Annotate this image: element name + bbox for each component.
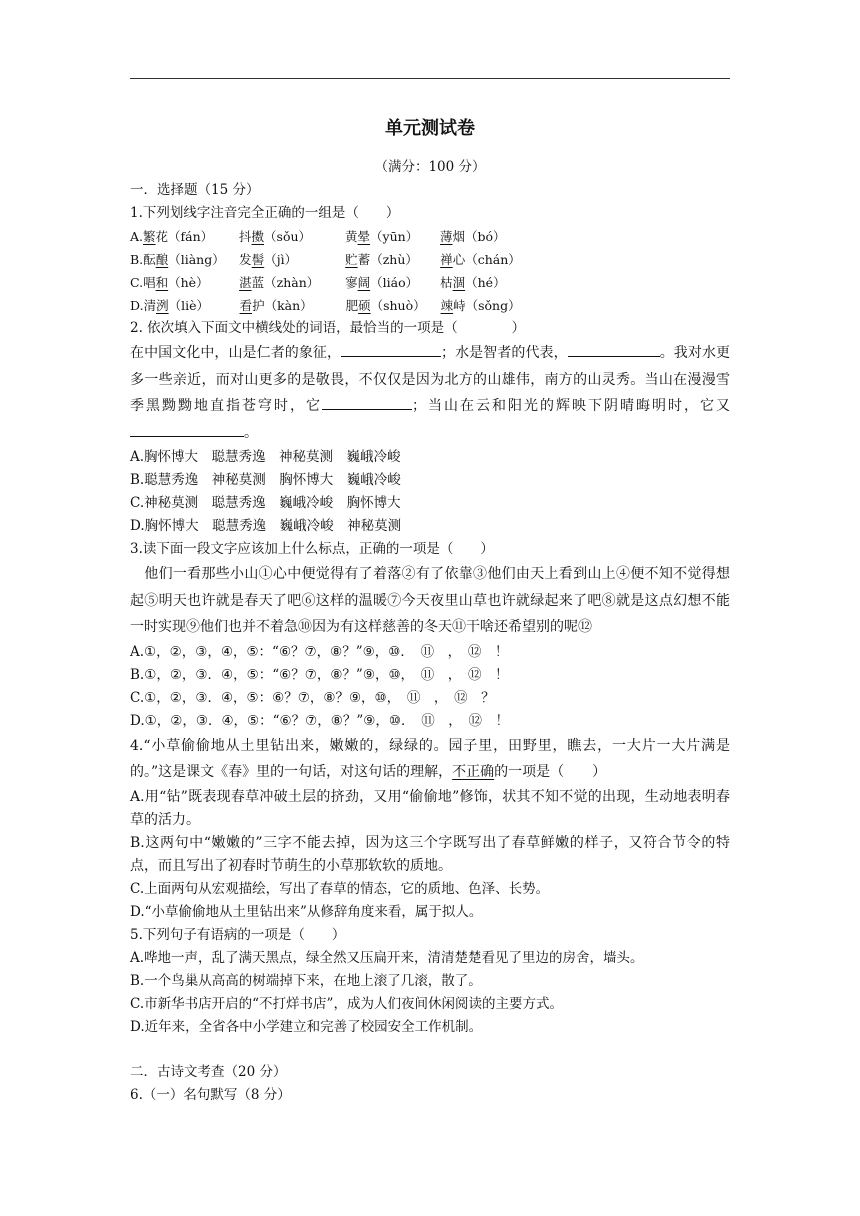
question-stem: 5.下列句子有语病的一项是（ ） <box>130 926 346 943</box>
option-item: 繁花（fán） <box>143 229 214 244</box>
q4-option-d: D.“小草偷偷地从土里钻出来”从修辞角度来看，属于拟人。 <box>130 903 483 920</box>
fill-blank <box>341 342 441 357</box>
section-heading: 二．古诗文考查（20 分） <box>130 1063 287 1080</box>
header-rule <box>130 78 730 79</box>
q4-option-a: A.用“钻”既表现春草冲破土层的挤劲，又用“偷偷地”修饰，状其不知不觉的出现，生动地表明春草的活力。 <box>130 788 730 828</box>
q1-option-b <box>130 248 730 271</box>
option-item: 枯涸（hé） <box>440 275 506 290</box>
q4-option-c: C.上面两句从宏观描绘，写出了春草的情态，它的质地、色泽、长势。 <box>130 880 550 897</box>
option-prefix: B. <box>130 252 144 267</box>
option-item: 清洌（liè） <box>143 298 209 313</box>
q3-option-d: D.①，②，③．④，⑤：“⑥？⑦，⑧？”⑨，⑩． ⑪ ， ⑫ ！ <box>130 712 509 729</box>
option-item: 黄晕（yūn） <box>345 229 419 244</box>
page-title: 单元测试卷 <box>385 118 475 139</box>
q1-option-c <box>130 271 730 294</box>
q5-option-a: A.哗地一声，乱了满天黑点，绿全然又压扁开来，清清楚楚看见了里边的房舍，墙头。 <box>130 949 644 966</box>
q5-option-d: D.近年来，全省各中小学建立和完善了校园安全工作机制。 <box>130 1018 483 1035</box>
q1-option-d <box>130 294 730 317</box>
q4-option-b: B.这两句中“嫩嫩的”三字不能去掉，因为这三个字既写出了春草鲜嫩的样子，又符合节令的特点，而且写出了初春时节萌生的小草那软软的质地。 <box>130 834 730 874</box>
underlined-keyword: 不正确 <box>452 764 495 780</box>
q2-option-c: C.神秘莫测 聪慧秀逸 巍峨冷峻 胸怀博大 <box>130 495 401 511</box>
q2-option-a: A.胸怀博大 聪慧秀逸 神秘莫测 巍峨冷峻 <box>130 449 401 465</box>
option-item: 酝酿（liàng） <box>143 252 225 267</box>
q3-passage: 他们一看那些小山①心中便觉得有了着落②有了依靠③他们由天上看到山上④便不知不觉得想起⑤明天也许就是春天了吧⑥这样的温暖⑦今天夜里山草也许就绿起来了吧⑧就是这点幻想不能一时实现⑨他们也并不着急⑩因为有这样慈善的冬天⑪干啥还希望别的呢⑫ <box>130 566 730 635</box>
q2-option-b: B.聪慧秀逸 神秘莫测 胸怀博大 巍峨冷峻 <box>130 472 401 488</box>
fill-blank <box>568 342 660 357</box>
option-item: 禅心（chán） <box>440 252 521 267</box>
option-prefix: D. <box>130 298 144 313</box>
option-item: 薄烟（bó） <box>440 229 506 244</box>
option-prefix: A. <box>130 229 144 244</box>
fill-blank <box>322 395 412 410</box>
option-item: 发髻（jì） <box>239 252 298 267</box>
q2-passage: 在中国文化中，山是仁者的象征， ；水是智者的代表， 。我对水更多一些亲近，而对山更多的是敬畏，不仅仅是因为北方的山雄伟，南方的山灵秀。当山在漫漫雪季黑黝黝地直指苍穹时，它 ；当山在云和阳光的辉映下阴晴晦明时，它又。 <box>130 340 730 446</box>
option-item: 竦峙（sǒng） <box>440 298 521 313</box>
section-heading: 一．选择题（15 分） <box>130 182 260 198</box>
option-item: 寥阔（liáo） <box>345 275 419 290</box>
q3-option-c: C.①，②，③．④，⑤：⑥？⑦，⑧？⑨，⑩， ⑪ ， ⑫ ？ <box>130 689 495 706</box>
q2-option-d: D.胸怀博大 聪慧秀逸 巍峨冷峻 神秘莫测 <box>130 518 402 534</box>
document-body <box>130 179 730 1107</box>
option-item: 贮蓄（zhù） <box>345 252 418 267</box>
question-stem: 6.（一）名句默写（8 分） <box>130 1086 291 1103</box>
option-item: 抖擞（sǒu） <box>239 229 312 244</box>
section-gap <box>130 1039 730 1061</box>
score-subtitle: （满分：100 分） <box>374 159 486 175</box>
q5-option-c: C.市新华书店开启的“不打烊书店”，成为人们夜间休闲阅读的主要方式。 <box>130 995 563 1012</box>
q1-option-a <box>130 225 730 248</box>
option-item: 肥硕（shuò） <box>345 298 426 313</box>
q3-option-a: A.①，②，③，④，⑤：“⑥？⑦，⑧？”⑨，⑩． ⑪ ， ⑫ ！ <box>130 643 509 660</box>
question-stem: 2. 依次填入下面文中横线处的词语，最恰当的一项是（ ） <box>130 320 526 336</box>
q5-option-b: B.一个鸟巢从高高的树端掉下来，在地上滚了几滚，散了。 <box>130 972 482 989</box>
question-stem: 1.下列划线字注音完全正确的一组是（ ） <box>130 205 400 221</box>
option-prefix: C. <box>130 275 144 290</box>
q3-option-b: B.①，②，③．④，⑤：“⑥？⑦，⑧？”⑨，⑩， ⑪ ， ⑫ ！ <box>130 666 509 683</box>
option-item: 唱和（hè） <box>143 275 209 290</box>
question-stem: 3.读下面一段文字应该加上什么标点，正确的一项是（ ） <box>130 541 494 557</box>
option-item: 湛蓝（zhàn） <box>239 275 320 290</box>
q4-stem: 4.“小草偷偷地从土里钻出来，嫩嫩的，绿绿的。园子里，田野里，瞧去，一大片一大片满是的。”这是课文《春》里的一句话，对这句话的理解，不正确的一项是（ ） <box>130 737 730 780</box>
fill-blank <box>130 422 244 437</box>
option-item: 看护（kàn） <box>239 298 313 313</box>
